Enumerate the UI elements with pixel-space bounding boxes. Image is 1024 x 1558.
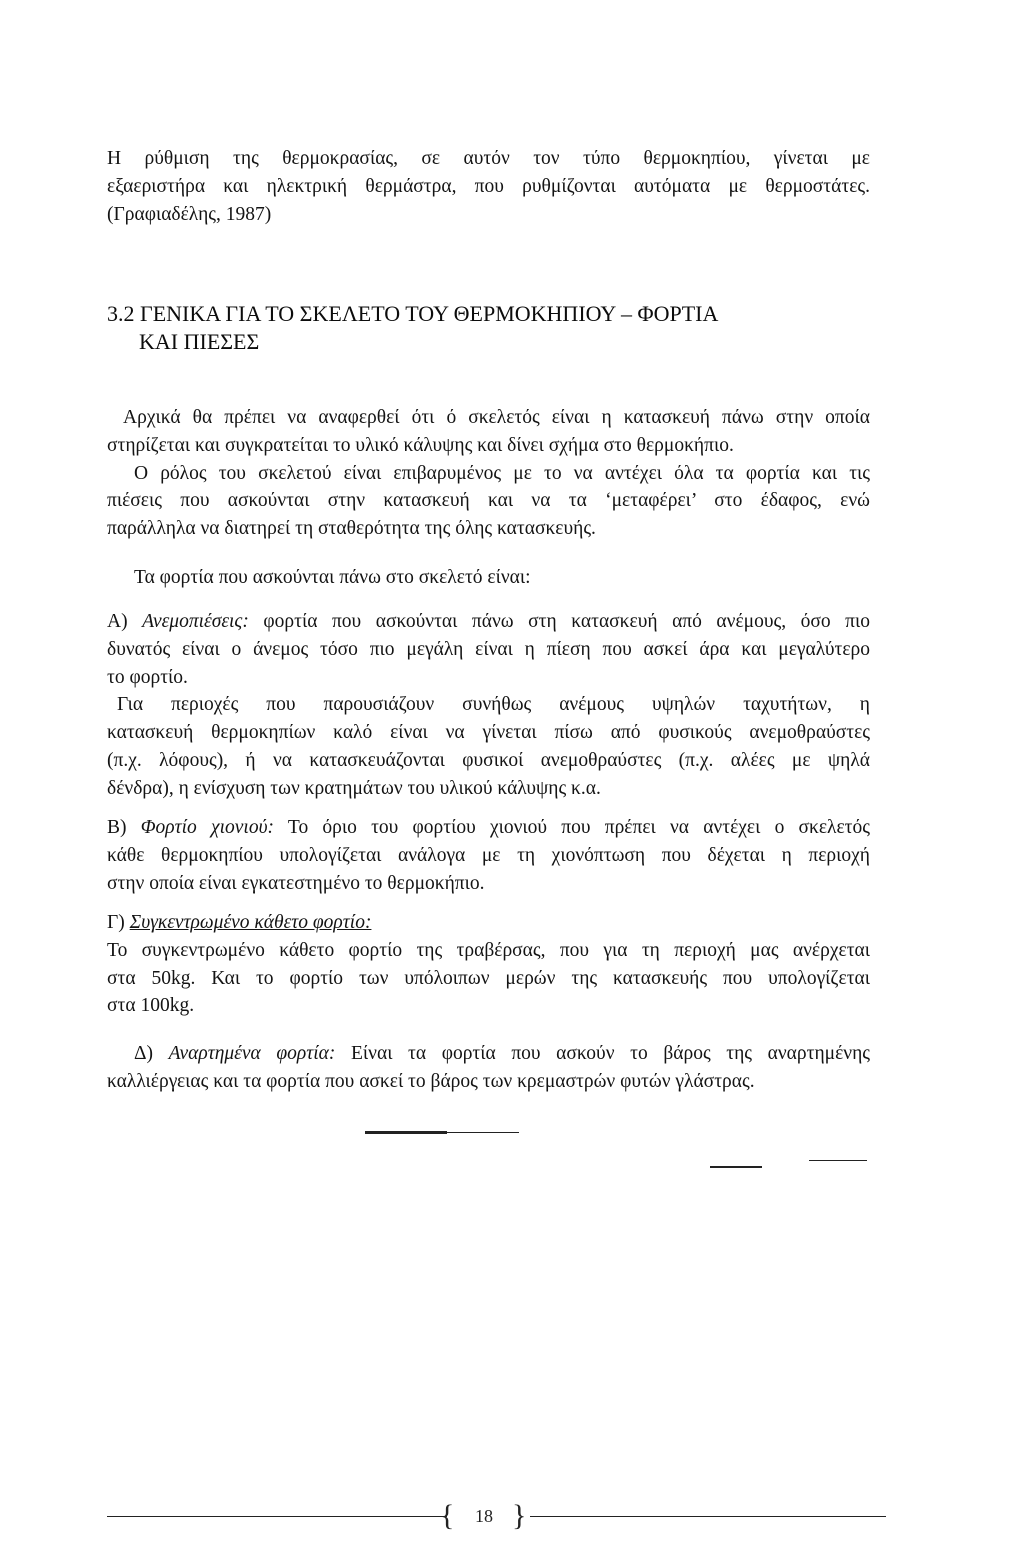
text-line bbox=[107, 909, 870, 937]
text-line: Ο ρόλος του σκελετού είναι επιβαρυμένος με το να αντέχει όλα τα φορτία και τις bbox=[134, 462, 870, 484]
text-line: κατασκευή θερμοκηπίων καλό είναι να γίνεται πίσω από φυσικούς ανεμοθραύστες bbox=[107, 722, 870, 744]
page-number-box bbox=[440, 1497, 540, 1535]
text-line: καλλιέργειας και τα φορτία που ασκεί το βάρος των κρεμαστρών φυτών γλάστρας. bbox=[107, 1070, 755, 1092]
text-line: δένδρα), η ενίσχυση των κρατημάτων του υλικού κάλυψης κ.α. bbox=[107, 777, 601, 799]
text-line bbox=[107, 608, 870, 636]
section-heading bbox=[107, 300, 718, 355]
load-term: Αναρτημένα φορτία: bbox=[168, 1043, 336, 1064]
text-line: πιέσεις που ασκούνται στην κατασκευή και να τα ‘μεταφέρει’ στο έδαφος, ενώ bbox=[107, 490, 870, 512]
footer-rule-left bbox=[107, 1516, 447, 1517]
heading-line: ΚΑΙ ΠΙΕΣΕΣ bbox=[139, 328, 260, 354]
decorative-rule bbox=[447, 1132, 519, 1133]
text-line bbox=[107, 1040, 870, 1068]
load-letter: Γ) bbox=[107, 912, 125, 933]
page-bracket-right: } bbox=[512, 1499, 527, 1532]
load-letter: Α) bbox=[107, 611, 128, 632]
load-term: Ανεμοπιέσεις: bbox=[142, 611, 249, 632]
skeleton-paragraph bbox=[107, 404, 870, 543]
load-b-paragraph bbox=[107, 814, 870, 897]
load-text: φορτία που ασκούνται πάνω στη κατασκευή από ανέμους, όσο πιο bbox=[263, 611, 871, 632]
footer-rule-right bbox=[530, 1516, 886, 1517]
text-line: Το συγκεντρωμένο κάθετο φορτίο της τραβέρσας, που για τη περιοχή μας ανέρχεται bbox=[107, 939, 870, 961]
text-line: παράλληλα να διατηρεί τη σταθερότητα της όλης κατασκευής. bbox=[107, 518, 596, 540]
intro-paragraph bbox=[107, 145, 870, 228]
text-line: (π.χ. λόφους), ή να κατασκευάζονται φυσικοί ανεμοθραύστες (π.χ. αλέες με ψηλά bbox=[107, 749, 870, 771]
text-line bbox=[107, 814, 870, 842]
text-line: κάθε θερμοκηπίου υπολογίζεται ανάλογα με τη χιονόπτωση που δέχεται η περιοχή bbox=[107, 844, 870, 866]
loads-intro bbox=[107, 564, 870, 592]
text-line: εξαεριστήρα και ηλεκτρική θερμάστρα, που ρυθμίζονται αυτόματα με θερμοστάτες. bbox=[107, 175, 870, 197]
load-c-paragraph bbox=[107, 909, 870, 1020]
load-letter: Δ) bbox=[134, 1043, 154, 1064]
decorative-rule bbox=[710, 1166, 762, 1168]
text-line: Η ρύθμιση της θερμοκρασίας, σε αυτόν τον τύπο θερμοκηπίου, γίνεται με bbox=[107, 148, 870, 169]
load-text: Είναι τα φορτία που ασκούν το βάρος της αναρτημένης bbox=[351, 1043, 871, 1064]
text-line: στα 100kg. bbox=[107, 995, 195, 1017]
text-line: στα 50kg. Και το φορτίο των υπόλοιπων μερών της κατασκευής που υπολογίζεται bbox=[107, 967, 870, 989]
decorative-rule bbox=[365, 1131, 447, 1134]
text-line: Για περιοχές που παρουσιάζουν συνήθως ανέμους υψηλών ταχυτήτων, η bbox=[117, 694, 870, 716]
text-line: στηρίζεται και συγκρατείται το υλικό κάλυψης και δίνει σχήμα στο θερμοκήπιο. bbox=[107, 434, 734, 456]
text-line: δυνατός είναι ο άνεμος τόσο πιο μεγάλη είναι η πίεση που ασκεί άρα και μεγαλύτερο bbox=[107, 638, 870, 660]
text-line: Αρχικά θα πρέπει να αναφερθεί ότι ό σκελετός είναι η κατασκευή πάνω στην οποία bbox=[123, 407, 870, 428]
load-term: Συγκεντρωμένο κάθετο φορτίο: bbox=[129, 912, 372, 933]
page-bracket-left: { bbox=[440, 1499, 455, 1532]
text-line: το φορτίο. bbox=[107, 666, 188, 688]
heading-line: 3.2 ΓΕΝΙΚΑ ΓΙΑ ΤΟ ΣΚΕΛΕΤΟ ΤΟΥ ΘΕΡΜΟΚΗΠΙΟΥ – ΦΟΡΤΙΑ bbox=[107, 301, 719, 326]
load-d-paragraph bbox=[107, 1040, 870, 1096]
text-line: στην οποία είναι εγκατεστημένο το θερμοκήπιο. bbox=[107, 872, 485, 894]
decorative-rule bbox=[809, 1160, 867, 1161]
load-a-paragraph bbox=[107, 608, 870, 803]
load-term: Φορτίο χιονιού: bbox=[140, 817, 275, 838]
page-number: 18 bbox=[475, 1506, 493, 1526]
text-line: Τα φορτία που ασκούνται πάνω στο σκελετό είναι: bbox=[134, 567, 531, 588]
load-text: Το όριο του φορτίου χιονιού που πρέπει να αντέχει ο σκελετός bbox=[287, 817, 870, 838]
load-letter: Β) bbox=[107, 817, 127, 838]
text-line: (Γραφιαδέλης, 1987) bbox=[107, 203, 272, 225]
